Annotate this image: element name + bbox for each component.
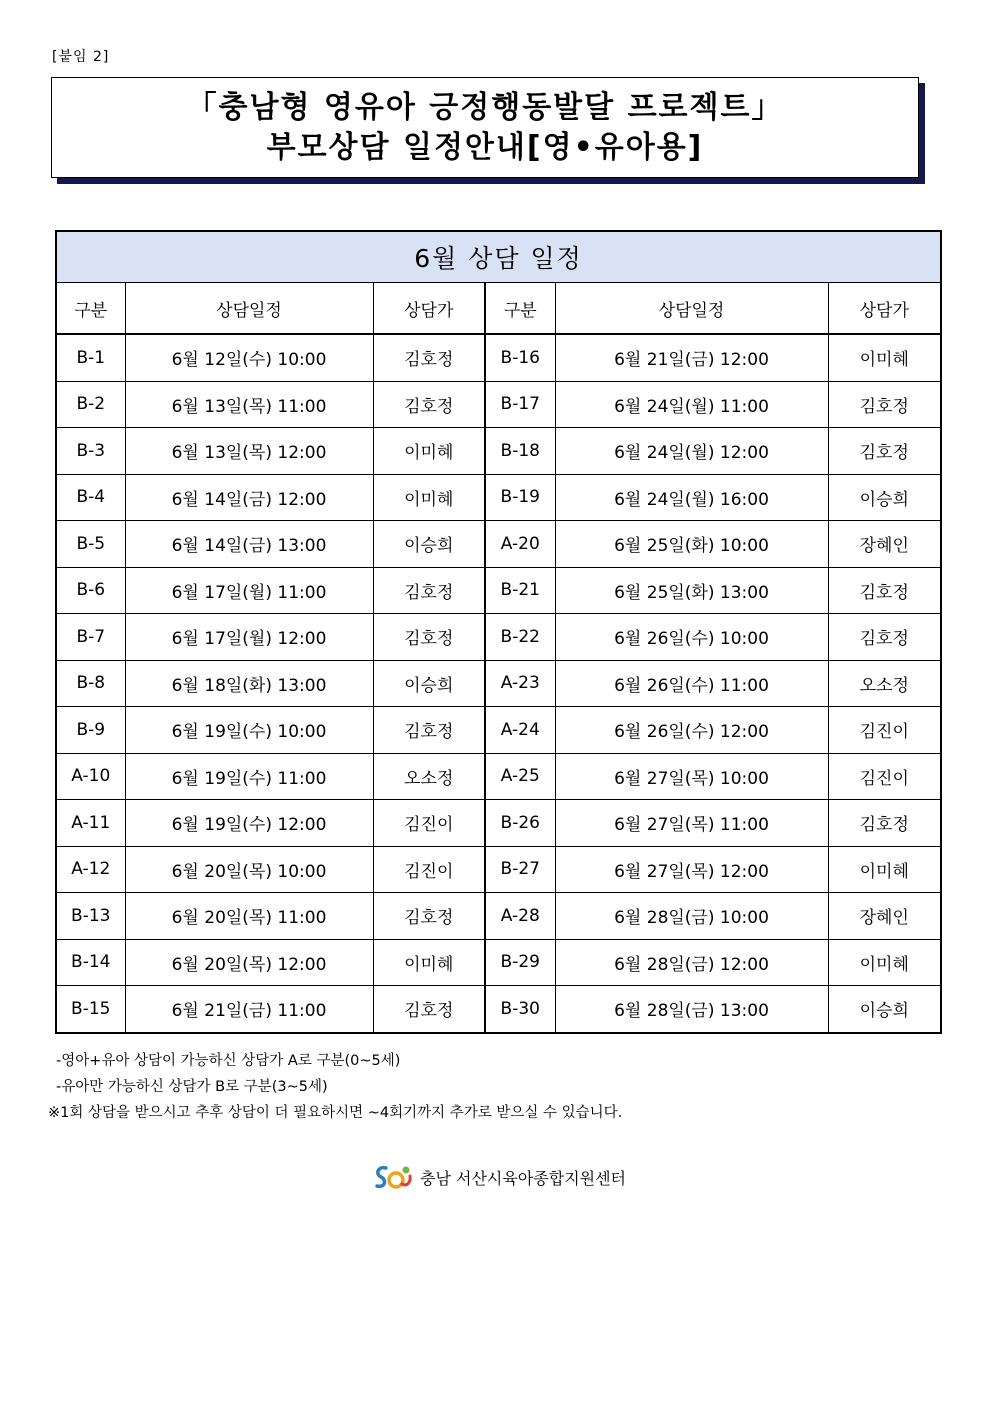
center-logo-icon [372,1162,414,1192]
table-row [56,474,941,521]
cell-schedule: 6월 24일(월) 11:00 [555,381,828,428]
cell-code: B-26 [485,800,555,847]
cell-counselor: 장혜인 [828,521,941,568]
table-row [56,939,941,986]
notes [48,1048,623,1126]
cell-schedule: 6월 21일(금) 11:00 [125,986,373,1033]
table-row [56,428,941,475]
cell-schedule: 6월 19일(수) 10:00 [125,707,373,754]
cell-counselor: 오소정 [828,660,941,707]
cell-counselor: 김호정 [828,614,941,661]
cell-code: B-16 [485,334,555,381]
cell-code: B-15 [56,986,125,1033]
cell-counselor: 김호정 [373,334,485,381]
cell-schedule: 6월 19일(수) 11:00 [125,753,373,800]
cell-schedule: 6월 13일(목) 11:00 [125,381,373,428]
table-row [56,846,941,893]
cell-code: B-7 [56,614,125,661]
title-line-2: 부모상담 일정안내[영•유아용] [266,129,704,165]
table-caption: 6월 상담 일정 [56,231,941,283]
cell-code: B-18 [485,428,555,475]
cell-code: A-23 [485,660,555,707]
cell-schedule: 6월 20일(목) 11:00 [125,893,373,940]
table-row [56,334,941,381]
note-line: -영아+유아 상담이 가능하신 상담가 A로 구분(0~5세) [56,1053,401,1069]
table-row [56,381,941,428]
note-line: ※1회 상담을 받으시고 추후 상담이 더 필요하시면 ~4회기까지 추가로 받으실 수 있습니다. [48,1105,623,1121]
header-counselor: 상담가 [373,283,485,335]
cell-counselor: 장혜인 [828,893,941,940]
cell-counselor: 김호정 [828,800,941,847]
cell-code: B-1 [56,334,125,381]
note-line: -유아만 가능하신 상담가 B로 구분(3~5세) [56,1079,328,1095]
cell-counselor: 김호정 [373,707,485,754]
cell-counselor: 이미혜 [373,428,485,475]
cell-code: B-27 [485,846,555,893]
schedule-table [55,230,942,1034]
cell-schedule: 6월 18일(화) 13:00 [125,660,373,707]
cell-counselor: 김호정 [373,986,485,1033]
cell-schedule: 6월 26일(수) 11:00 [555,660,828,707]
header-counselor: 상담가 [828,283,941,335]
cell-schedule: 6월 12일(수) 10:00 [125,334,373,381]
cell-schedule: 6월 27일(목) 11:00 [555,800,828,847]
cell-code: B-8 [56,660,125,707]
footer-org-name: 충남 서산시육아종합지원센터 [420,1168,627,1188]
cell-schedule: 6월 24일(월) 12:00 [555,428,828,475]
table-row [56,707,941,754]
cell-counselor: 이승희 [828,986,941,1033]
cell-code: B-5 [56,521,125,568]
cell-schedule: 6월 17일(월) 12:00 [125,614,373,661]
cell-schedule: 6월 26일(수) 12:00 [555,707,828,754]
cell-counselor: 김호정 [373,567,485,614]
table-row [56,660,941,707]
table-header-row [56,283,941,335]
cell-schedule: 6월 14일(금) 12:00 [125,474,373,521]
cell-schedule: 6월 27일(목) 10:00 [555,753,828,800]
cell-schedule: 6월 28일(금) 10:00 [555,893,828,940]
cell-schedule: 6월 28일(금) 12:00 [555,939,828,986]
cell-counselor: 김호정 [373,381,485,428]
table-row [56,800,941,847]
cell-counselor: 김호정 [373,893,485,940]
cell-code: B-22 [485,614,555,661]
cell-counselor: 김진이 [373,846,485,893]
cell-code: B-9 [56,707,125,754]
cell-code: B-17 [485,381,555,428]
cell-schedule: 6월 26일(수) 10:00 [555,614,828,661]
cell-counselor: 이미혜 [373,939,485,986]
cell-counselor: 김진이 [828,753,941,800]
cell-schedule: 6월 20일(목) 10:00 [125,846,373,893]
table-row [56,893,941,940]
cell-counselor: 이미혜 [828,846,941,893]
cell-schedule: 6월 21일(금) 12:00 [555,334,828,381]
cell-code: B-14 [56,939,125,986]
table-row [56,986,941,1033]
attachment-label: [붙임 2] [52,49,110,65]
cell-counselor: 이미혜 [828,939,941,986]
cell-counselor: 이미혜 [373,474,485,521]
cell-counselor: 김호정 [828,381,941,428]
cell-schedule: 6월 13일(목) 12:00 [125,428,373,475]
cell-counselor: 이승희 [373,660,485,707]
header-schedule: 상담일정 [125,283,373,335]
header-code: 구분 [485,283,555,335]
header-schedule: 상담일정 [555,283,828,335]
table-row [56,614,941,661]
cell-code: B-19 [485,474,555,521]
cell-code: B-21 [485,567,555,614]
cell-counselor: 이승희 [828,474,941,521]
cell-schedule: 6월 20일(목) 12:00 [125,939,373,986]
cell-code: A-12 [56,846,125,893]
header-code: 구분 [56,283,125,335]
cell-schedule: 6월 14일(금) 13:00 [125,521,373,568]
cell-schedule: 6월 24일(월) 16:00 [555,474,828,521]
cell-schedule: 6월 25일(화) 13:00 [555,567,828,614]
title-line-1: 「충남형 영유아 긍정행동발달 프로젝트」 [186,89,784,125]
cell-code: B-30 [485,986,555,1033]
cell-code: A-25 [485,753,555,800]
table-row [56,567,941,614]
cell-code: B-2 [56,381,125,428]
cell-counselor: 김진이 [828,707,941,754]
cell-schedule: 6월 25일(화) 10:00 [555,521,828,568]
table-caption-row [56,231,941,283]
cell-counselor: 이승희 [373,521,485,568]
cell-counselor: 김호정 [373,614,485,661]
cell-counselor: 이미혜 [828,334,941,381]
cell-schedule: 6월 28일(금) 13:00 [555,986,828,1033]
cell-code: B-4 [56,474,125,521]
cell-code: A-24 [485,707,555,754]
cell-schedule: 6월 27일(목) 12:00 [555,846,828,893]
cell-code: A-28 [485,893,555,940]
cell-code: B-29 [485,939,555,986]
table-row [56,521,941,568]
title-banner [51,77,919,178]
cell-counselor: 김호정 [828,428,941,475]
cell-code: A-11 [56,800,125,847]
cell-counselor: 오소정 [373,753,485,800]
cell-code: A-20 [485,521,555,568]
table-row [56,753,941,800]
cell-schedule: 6월 19일(수) 12:00 [125,800,373,847]
cell-counselor: 김진이 [373,800,485,847]
cell-code: A-10 [56,753,125,800]
cell-code: B-3 [56,428,125,475]
cell-code: B-6 [56,567,125,614]
cell-schedule: 6월 17일(월) 11:00 [125,567,373,614]
title-box [51,77,919,178]
cell-code: B-13 [56,893,125,940]
cell-counselor: 김호정 [828,567,941,614]
footer [372,1162,626,1192]
